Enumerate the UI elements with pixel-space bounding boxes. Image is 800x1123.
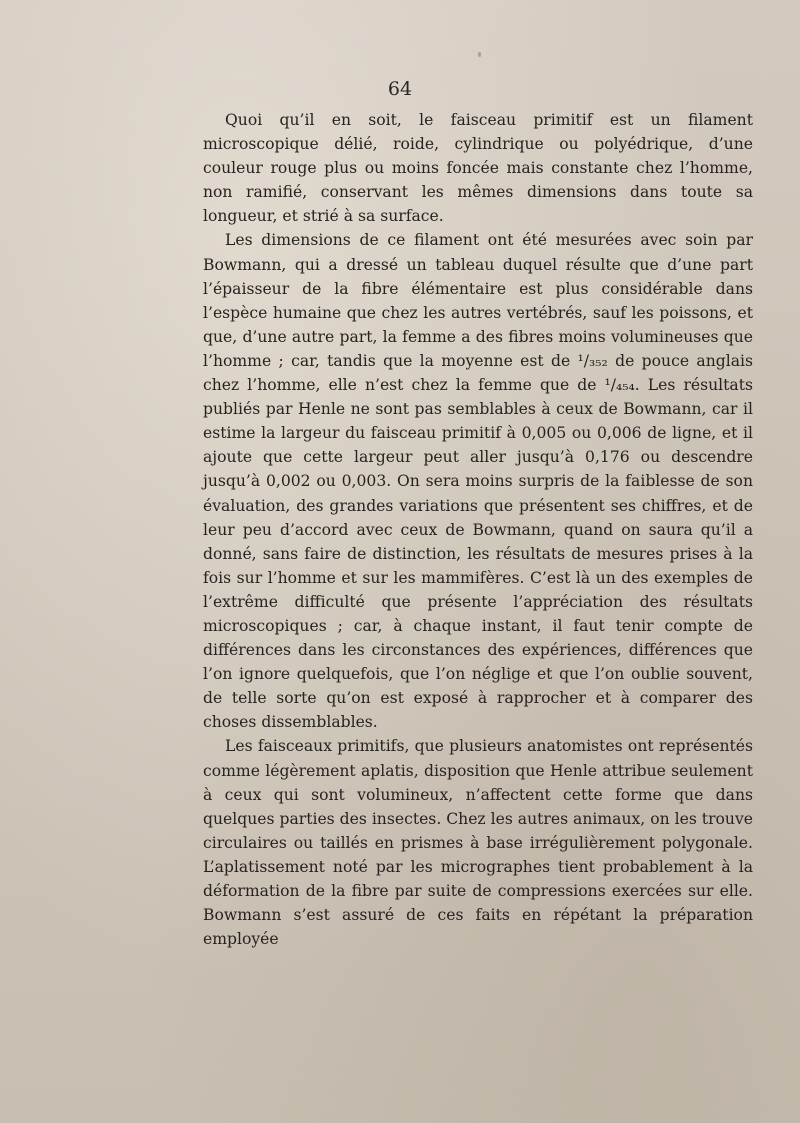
body-text: [203, 108, 753, 951]
paragraph-3: Les faisceaux primitifs, que plusieurs anatomistes ont représentés comme légèrement aplatis, disposition que Henle attribue seulement à ceux qui sont volumineux, n’affectent cette forme que dans quelques parties des insectes. Chez les autres animaux, on les trouve circulaires ou taillés en prismes à base irrégulièrement polygonale. L’aplatissement noté par les micrographes tient probablement à la déformation de la fibre par suite de compressions exercées sur elle. Bowmann s’est assuré de ces faits en répétant la préparation employée: [203, 737, 753, 949]
paper-speck: [478, 52, 481, 57]
paragraph-1: Quoi qu’il en soit, le faisceau primitif est un filament microscopique délié, roide, cylindrique ou polyédrique, d’une couleur rouge plus ou moins foncée mais constante chez l’homme, non ramifié, conservant les mêmes dimensions dans toute sa longueur, et strié à sa surface.: [203, 111, 753, 226]
page-number: 64: [387, 78, 413, 100]
paragraph-2: Les dimensions de ce filament ont été mesurées avec soin par Bowmann, qui a dressé un tableau duquel résulte que d’une part l’épaisseur de la fibre élémentaire est plus considérable dans l’espèce humaine que chez les autres vertébrés, sauf les poissons, et que, d’une autre part, la femme a des fibres moins volumineuses que l’homme ; car, tandis que la moyenne est de ¹/₃₅₂ de pouce anglais chez l’homme, elle n’est chez la femme que de ¹/₄₅₄. Les résultats publiés par Henle ne sont pas semblables à ceux de Bowmann, car il estime la largeur du faisceau primitif à 0,005 ou 0,006 de ligne, et il ajoute que cette largeur peut aller jusqu’à 0,176 ou descendre jusqu’à 0,002 ou 0,003. On sera moins surpris de la faiblesse de son évaluation, des grandes variations que présentent ses chiffres, et de leur peu d’accord avec ceux de Bowmann, quand on saura qu’il a donné, sans faire de distinction, les résultats de mesures prises à la fois sur l’homme et sur les mammifères. C’est là un des exemples de l’extrême difficulté que présente l’appréciation des résultats microscopiques ; car, à chaque instant, il faut tenir compte de différences dans les circonstances des expériences, différences que l’on ignore quelquefois, que l’on néglige et que l’on oublie souvent, de telle sorte qu’on est exposé à rapprocher et à comparer des choses dissemblables.: [203, 231, 753, 732]
